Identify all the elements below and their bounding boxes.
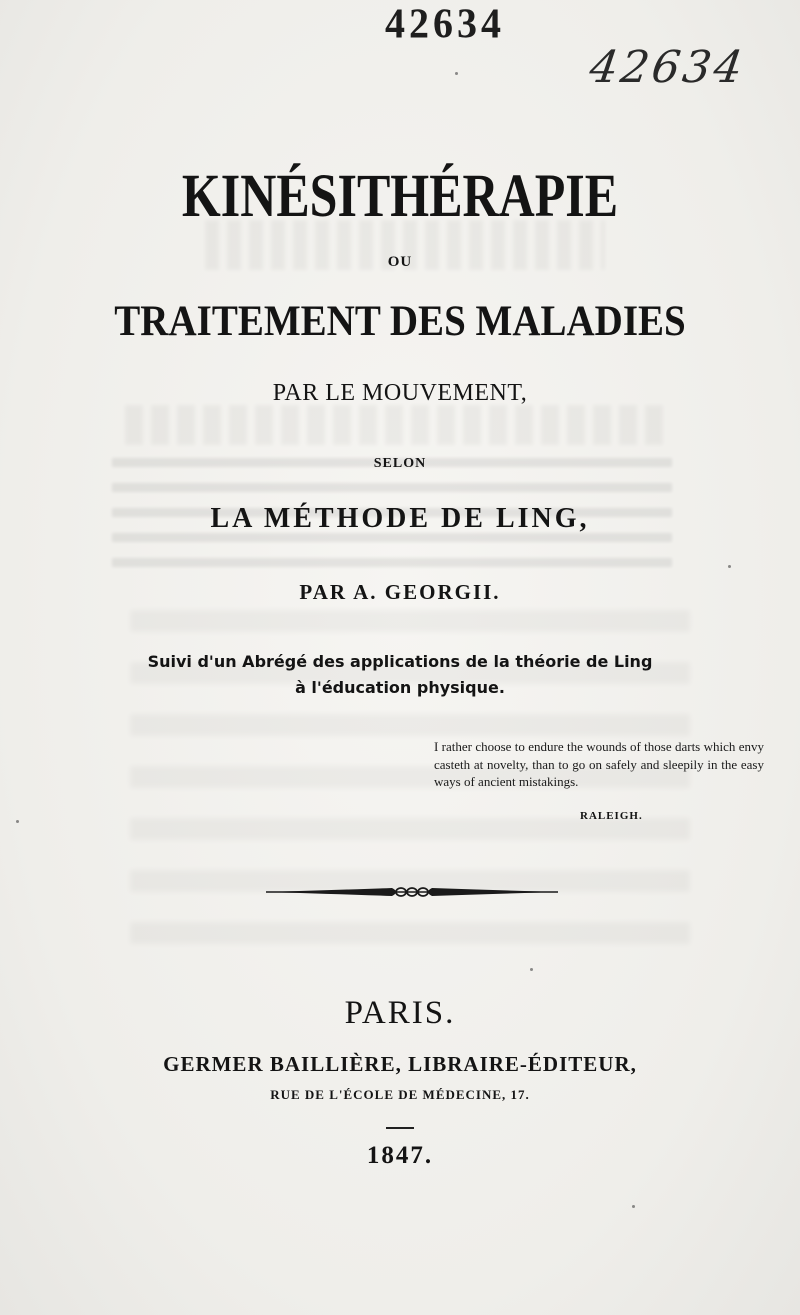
bleed-through-script-2 (125, 405, 665, 445)
supplement-line-1: Suivi d'un Abrégé des applications de la théorie de Ling (147, 652, 653, 671)
subtitle: TRAITEMENT DES MALADIES (114, 297, 686, 346)
author-line: PAR A. GEORGII. (299, 580, 501, 604)
printed-accession-number: 42634 (385, 0, 505, 48)
paper-speck (455, 72, 458, 75)
method-line: LA MÉTHODE DE LING, (210, 503, 590, 534)
imprint-year: 1847. (366, 1142, 434, 1169)
short-rule-divider (386, 1127, 414, 1129)
paper-speck (728, 565, 731, 568)
imprint-city: PARIS. (344, 995, 456, 1031)
imprint-address: RUE DE L'ÉCOLE DE MÉDECINE, 17. (270, 1087, 530, 1102)
ornament-divider-icon (264, 878, 560, 906)
epigraph-author: RALEIGH. (580, 810, 643, 822)
handwritten-accession-number: 42634 (586, 42, 749, 93)
epigraph-text: I rather choose to endure the wounds of those darts which envy casteth at novelty, than to go on safely and sleepily in the easy ways of ancient mistakings. (434, 739, 764, 789)
main-title: KINÉSITHÉRAPIE (181, 161, 619, 230)
paper-speck (530, 968, 533, 971)
paper-speck (16, 820, 19, 823)
title-connector: OU (387, 254, 413, 270)
selon-word: SELON (373, 456, 427, 471)
imprint-publisher: GERMER BAILLIÈRE, LIBRAIRE-ÉDITEUR, (163, 1052, 637, 1076)
supplement-line-2: à l'éducation physique. (295, 678, 505, 697)
paper-speck (632, 1205, 635, 1208)
subtitle-movement: PAR LE MOUVEMENT, (272, 380, 528, 406)
